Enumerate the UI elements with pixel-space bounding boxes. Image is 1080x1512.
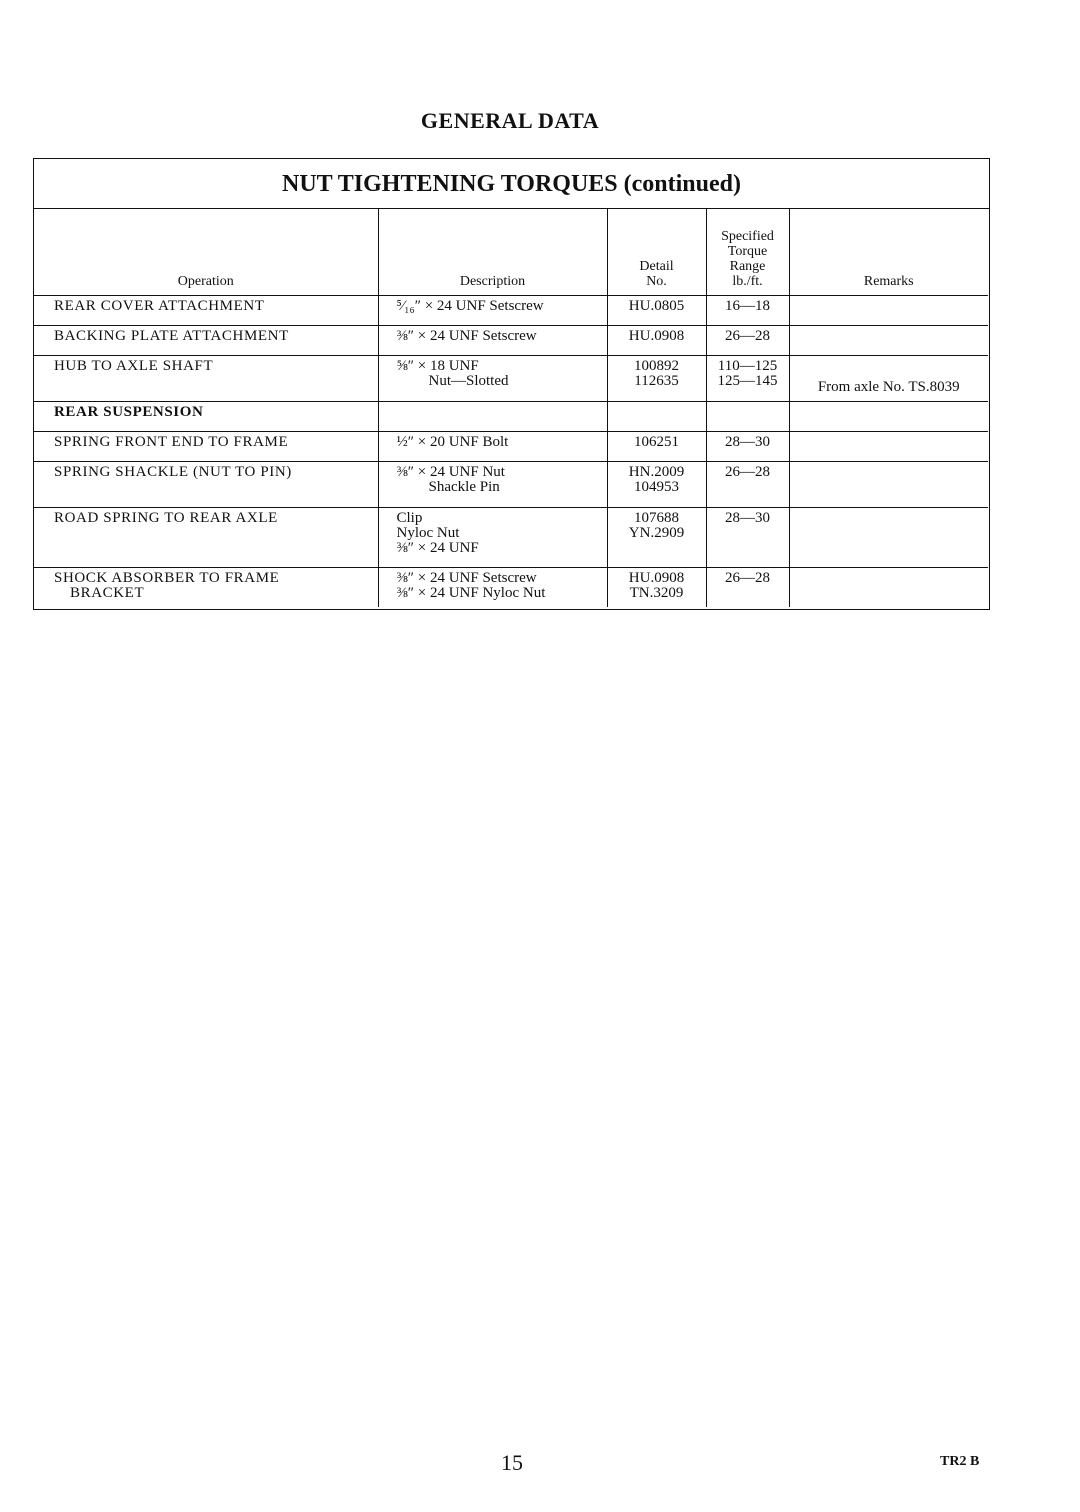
cell-detail: 106251 xyxy=(607,431,706,461)
cell-detail: 100892 112635 xyxy=(607,355,706,401)
header-operation: Operation xyxy=(34,209,378,295)
document-code: TR2 B xyxy=(940,1454,980,1469)
cell-torque: 28—30 xyxy=(706,431,789,461)
table-row xyxy=(34,461,988,507)
torque-table-frame xyxy=(33,158,990,610)
table-row xyxy=(34,355,988,401)
table-row xyxy=(34,325,988,355)
table-row xyxy=(34,567,988,607)
cell-torque: 26—28 xyxy=(706,567,789,607)
cell-detail: HU.0805 xyxy=(607,295,706,325)
cell-description: ⅝″ × 18 UNF Nut—Slotted xyxy=(378,355,607,401)
torque-table xyxy=(34,209,988,607)
cell-remarks xyxy=(789,567,988,607)
cell-detail: 107688 YN.2909 xyxy=(607,507,706,567)
cell-description: ⁵⁄₁₆″ × 24 UNF Setscrew xyxy=(378,295,607,325)
cell-operation: SHOCK ABSORBER TO FRAME BRACKET xyxy=(34,567,378,607)
section-label: REAR SUSPENSION xyxy=(34,401,378,431)
header-detail: Detail No. xyxy=(607,209,706,295)
cell-torque: 110—125 125—145 xyxy=(706,355,789,401)
header-remarks: Remarks xyxy=(789,209,988,295)
cell-description: Clip Nyloc Nut ⅜″ × 24 UNF xyxy=(378,507,607,567)
cell-operation: HUB TO AXLE SHAFT xyxy=(34,355,378,401)
header-description: Description xyxy=(378,209,607,295)
cell-remarks xyxy=(789,507,988,567)
table-row xyxy=(34,507,988,567)
cell-operation: BACKING PLATE ATTACHMENT xyxy=(34,325,378,355)
cell-detail: HU.0908 TN.3209 xyxy=(607,567,706,607)
cell-operation: ROAD SPRING TO REAR AXLE xyxy=(34,507,378,567)
header-torque: Specified Torque Range lb./ft. xyxy=(706,209,789,295)
cell-remarks xyxy=(789,295,988,325)
cell-description: ⅜″ × 24 UNF Setscrew xyxy=(378,325,607,355)
cell-detail: HN.2009 104953 xyxy=(607,461,706,507)
cell-description: ⅜″ × 24 UNF Setscrew ⅜″ × 24 UNF Nyloc Nut xyxy=(378,567,607,607)
cell-operation: REAR COVER ATTACHMENT xyxy=(34,295,378,325)
cell-torque: 26—28 xyxy=(706,461,789,507)
section-title: NUT TIGHTENING TORQUES (continued) xyxy=(34,159,989,209)
cell-remarks xyxy=(789,325,988,355)
cell-operation: SPRING FRONT END TO FRAME xyxy=(34,431,378,461)
cell-remarks xyxy=(789,461,988,507)
cell-torque: 28—30 xyxy=(706,507,789,567)
table-row xyxy=(34,431,988,461)
table-row xyxy=(34,295,988,325)
header-row xyxy=(34,209,988,295)
page-heading: GENERAL DATA xyxy=(420,108,600,133)
cell-description: ½″ × 20 UNF Bolt xyxy=(378,431,607,461)
cell-detail: HU.0908 xyxy=(607,325,706,355)
cell-description: ⅜″ × 24 UNF Nut Shackle Pin xyxy=(378,461,607,507)
cell-torque: 16—18 xyxy=(706,295,789,325)
page-number: 15 xyxy=(501,1450,523,1475)
cell-remarks: From axle No. TS.8039 xyxy=(789,355,988,401)
cell-remarks xyxy=(789,431,988,461)
cell-torque: 26—28 xyxy=(706,325,789,355)
cell-operation: SPRING SHACKLE (NUT TO PIN) xyxy=(34,461,378,507)
section-row xyxy=(34,401,988,431)
